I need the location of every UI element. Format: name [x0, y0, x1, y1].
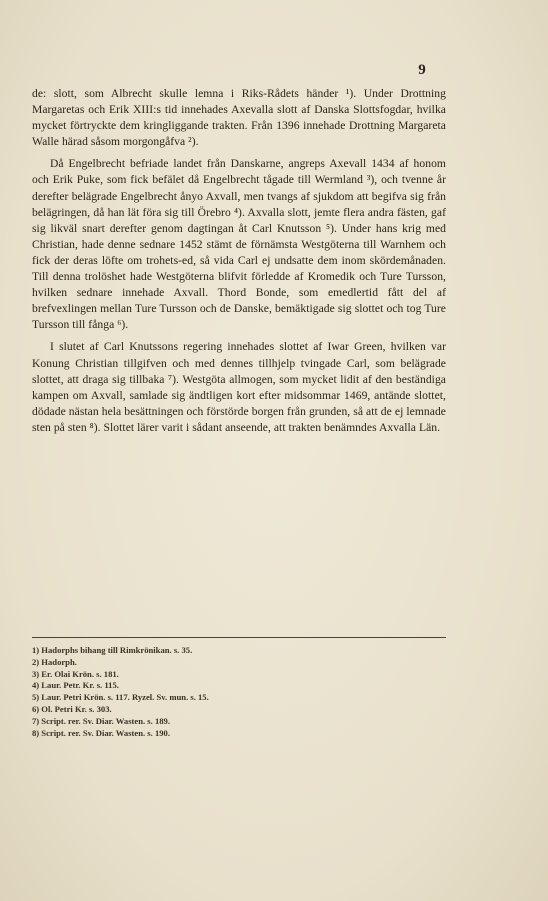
footnotes-list: [32, 645, 446, 739]
footnote-1: 1) Hadorphs bihang till Rimkrönikan. s. 35.: [32, 645, 193, 655]
footnote-6: 6) Ol. Petri Kr. s. 303.: [32, 703, 112, 714]
footnote-7: 7) Script. rer. Sv. Diar. Wasten. s. 189.: [32, 715, 170, 726]
footnote-5: 5) Laur. Petri Krön. s. 117. Ryzel. Sv. mun. s. 15.: [32, 692, 209, 703]
paragraph-1: de: slott, som Albrecht skulle lemna i Riks-Rådets händer ¹). Under Drottning Margaretas och Erik XIII:s tid innehades Axevalla slott af Danska Slottsfogdar, hvilka mycket förtryckte dem kringliggande trakten. Från 1396 innehade Drottning Margareta Walle härad såsom morgongåfva ²).: [32, 87, 446, 149]
footnote-8: 8) Script. rer. Sv. Diar. Wasten. s. 190.: [32, 727, 170, 738]
footnote-3: 3) Er. Olai Krön. s. 181.: [32, 668, 119, 679]
paragraph-2: Då Engelbrecht befriade landet från Danskarne, angreps Axevall 1434 af honom och Erik Puke, som fick befälet då Engelbrecht tågade till Wermland ³), och tvenne år derefter belägrade Engelbrecht ånyo Axvall, men tvangs af sjukdom att begifva sig från belägringen, då han lät föra sig till Örebro ⁴). Axvalla slott, jemte flera andra fästen, gaf sig likväl snart derefter genom dagtingan åt Carl Knutsson ⁵). Under hans krig med Christian, hade denne sednare 1452 stämt de förnämsta Westgöterna till Warnhem och fick der deras löfte om trohets-ed, så vida Carl ej undsatte dem inom skördemånaden. Till denna trolöshet hade Westgöterna blifvit förledde af Kromedik och Ture Tursson, hvilken sednare innehade Axvall. Thord Bonde, som emedlertid fått del af brefvexlingen mellan Ture Tursson och de Danske, bemäktigade sig slottet och tog Ture Tursson till fånga ⁶).: [32, 157, 446, 332]
page-number: 9: [418, 62, 426, 78]
footnote-2: 2) Hadorph.: [32, 656, 77, 667]
footnote-divider: [32, 637, 446, 638]
paragraph-3: I slutet af Carl Knutssons regering innehades slottet af Iwar Green, hvilken var Konung Christian tillgifven och med dennes tillhjelp tvingade Carl, som belägrade slottet, att draga sig tillbaka ⁷). Westgöta allmogen, som mycket lidit af den beständiga kampen om Axvall, samlade sig ändtligen kort efter midsommar 1469, antände slottet, dödade nästan hela besättningen och förstörde borgen från grunden, så att de ej lemnade sten på sten ⁸). Slottet lärer varit i sådant anseende, att trakten benämndes Axvalla Län.: [32, 340, 446, 434]
footnote-4: 4) Laur. Petr. Kr. s. 115.: [32, 680, 119, 691]
body-text: [32, 86, 446, 436]
